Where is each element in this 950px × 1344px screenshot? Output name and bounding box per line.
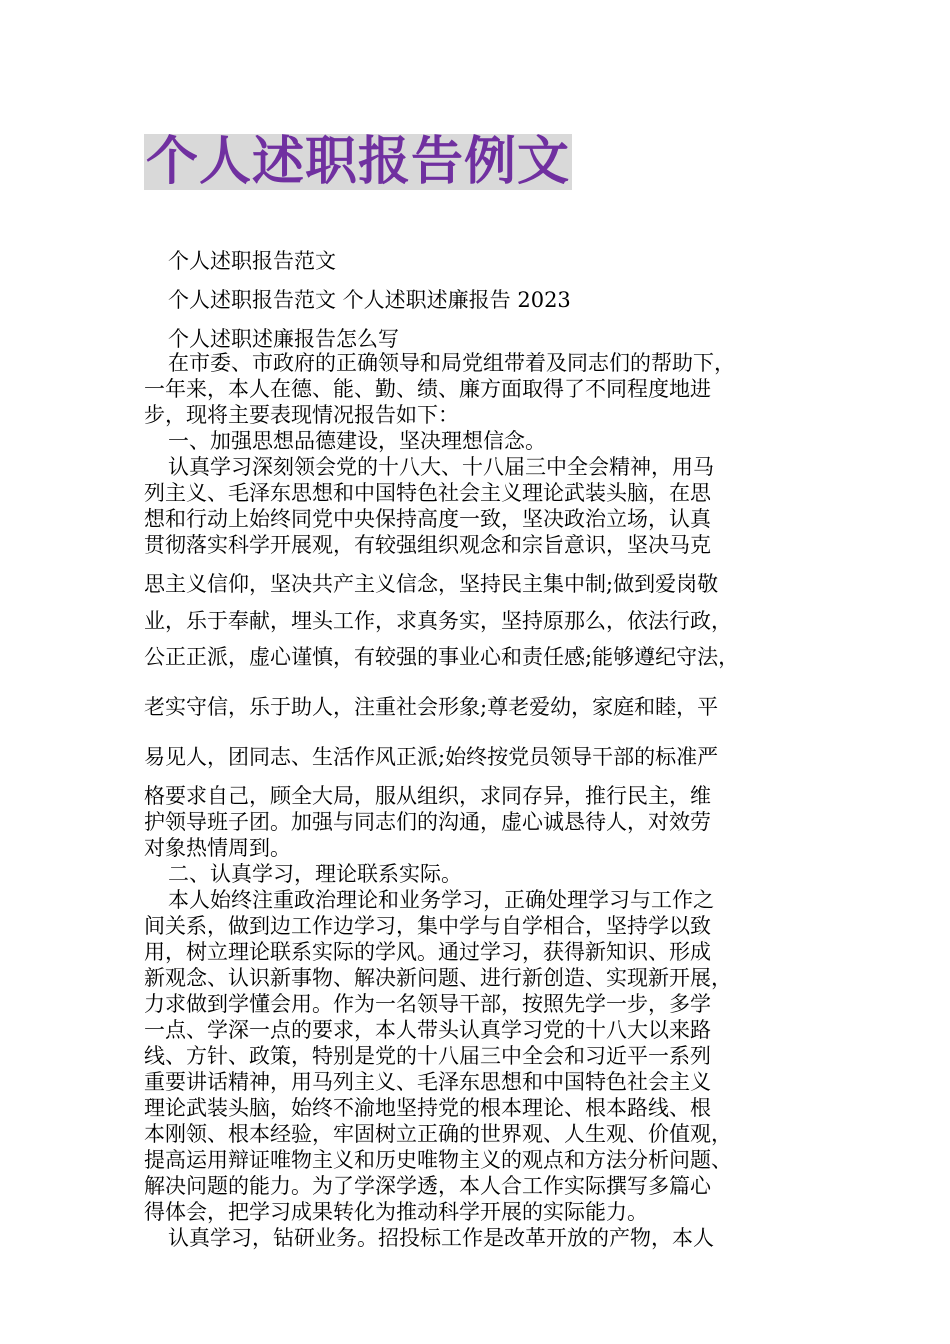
body-line: 得体会，把学习成果转化为推动科学开展的实际能力。	[144, 1200, 648, 1224]
body-line: 对象热情周到。	[144, 836, 291, 860]
body-line: 线、方针、政策，特别是党的十八届三中全会和习近平一系列	[144, 1044, 711, 1068]
body-line: 本人始终注重政治理论和业务学习，正确处理学习与工作之	[168, 888, 714, 912]
document-title: 个人述职报告例文	[146, 132, 571, 192]
section-heading-2: 二、认真学习，理论联系实际。	[168, 862, 462, 886]
body-line: 业，乐于奉献，埋头工作，求真务实，坚持原那么，依法行政，	[144, 609, 732, 633]
body-line: 一年来，本人在德、能、勤、绩、廉方面取得了不同程度地进	[144, 377, 711, 401]
body-line: 思主义信仰，坚决共产主义信念，坚持民主集中制;做到爱岗敬	[144, 572, 719, 596]
subtitle-3: 个人述职述廉报告怎么写	[168, 327, 399, 351]
body-line: 护领导班子团。加强与同志们的沟通，虚心诚恳待人，对效劳	[144, 810, 711, 834]
body-line: 在市委、市政府的正确领导和局党组带着及同志们的帮助下，	[168, 351, 735, 375]
title-highlight	[144, 134, 572, 190]
body-line: 列主义、毛泽东思想和中国特色社会主义理论武装头脑，在思	[144, 481, 711, 505]
body-line: 重要讲话精神，用马列主义、毛泽东思想和中国特色社会主义	[144, 1070, 711, 1094]
body-line: 理论武装头脑，始终不渝地坚持党的根本理论、根本路线、根	[144, 1096, 711, 1120]
body-line: 老实守信，乐于助人，注重社会形象;尊老爱幼，家庭和睦，平	[144, 695, 719, 719]
body-line: 提高运用辩证唯物主义和历史唯物主义的观点和方法分析问题、	[144, 1148, 732, 1172]
subtitle-1: 个人述职报告范文	[168, 249, 336, 273]
body-line: 公正正派，虚心谨慎，有较强的事业心和责任感;能够遵纪守法，	[144, 645, 740, 669]
body-line: 本刚领、根本经验，牢固树立正确的世界观、人生观、价值观，	[144, 1122, 732, 1146]
body-line: 间关系，做到边工作边学习，集中学与自学相合，坚持学以致	[144, 914, 711, 938]
body-line: 解决问题的能力。为了学深学透，本人合工作实际撰写多篇心	[144, 1174, 711, 1198]
body-line: 格要求自己，顾全大局，服从组织，求同存异，推行民主，维	[144, 784, 711, 808]
body-line: 一点、学深一点的要求，本人带头认真学习党的十八大以来路	[144, 1018, 711, 1042]
body-line: 认真学习深刻领会党的十八大、十八届三中全会精神，用马	[168, 455, 714, 479]
body-line: 贯彻落实科学开展观，有较强组织观念和宗旨意识，坚决马克	[144, 533, 711, 557]
subtitle-2: 个人述职报告范文 个人述职述廉报告 2023	[168, 288, 571, 312]
body-line: 步，现将主要表现情况报告如下：	[144, 403, 459, 427]
body-line: 认真学习，钻研业务。招投标工作是改革开放的产物，本人	[168, 1226, 714, 1250]
body-line: 想和行动上始终同党中央保持高度一致，坚决政治立场，认真	[144, 507, 711, 531]
body-line: 新观念、认识新事物、解决新问题、进行新创造、实现新开展，	[144, 966, 732, 990]
body-line: 用，树立理论联系实际的学风。通过学习，获得新知识、形成	[144, 940, 711, 964]
body-line: 易见人，团同志、生活作风正派;始终按党员领导干部的标准严	[144, 745, 719, 769]
section-heading-1: 一、加强思想品德建设，坚决理想信念。	[168, 429, 546, 453]
body-line: 力求做到学懂会用。作为一名领导干部，按照先学一步，多学	[144, 992, 711, 1016]
